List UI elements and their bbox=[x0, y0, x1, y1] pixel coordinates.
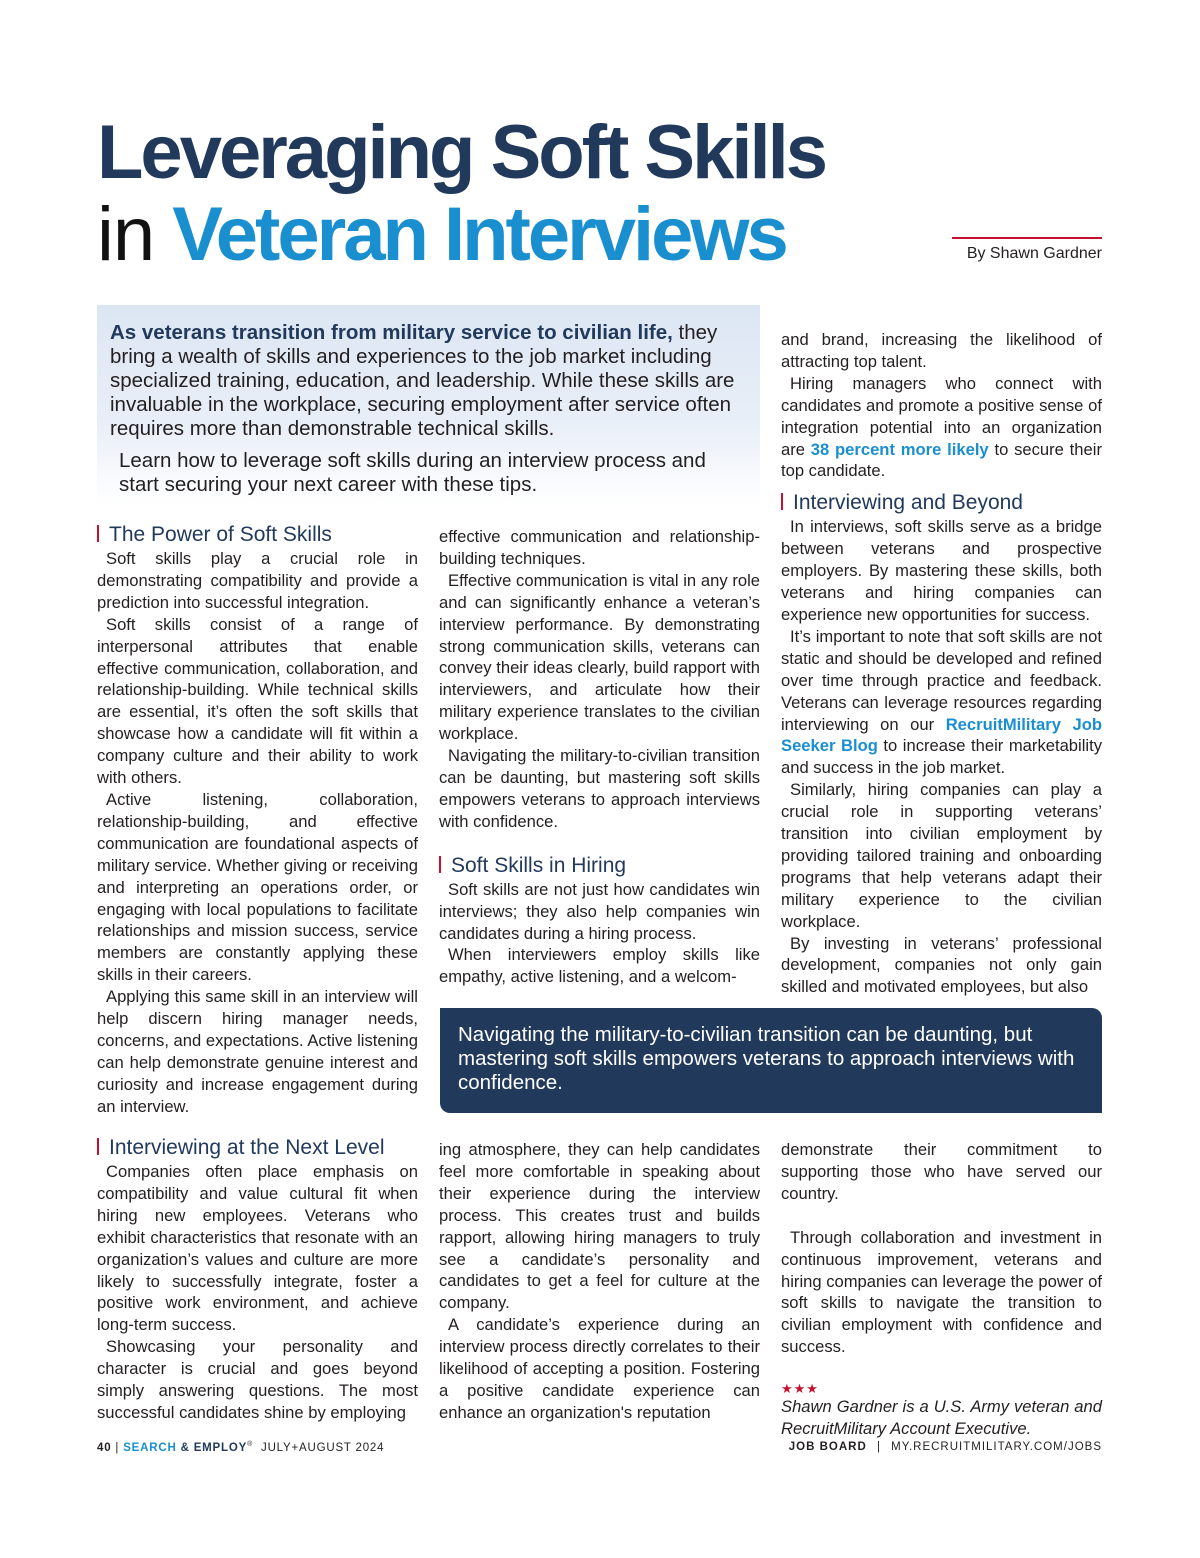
title-in: in bbox=[97, 192, 155, 277]
nextlevel-p2: Showcasing your personality and character is crucial and goes beyond simply answering questions. The most successful candidates shine by employing bbox=[97, 1337, 418, 1422]
column-3-top bbox=[781, 329, 1102, 998]
column-1-bottom bbox=[97, 1135, 418, 1424]
footer-separator: | bbox=[115, 1441, 120, 1454]
power-p6: Effective communication is vital in any role and can significantly enhance a veteran’s interview performance. By demonstrating strong communication skills, veterans can convey their ideas clearly, build rapport with interviewers, and articulate how their military experience translates to the civilian workplace. bbox=[439, 570, 760, 744]
hiring-p2: When interviewers employ skills like empathy, active listening, and a welcom- bbox=[439, 945, 760, 987]
magazine-brand-amp: & bbox=[180, 1441, 190, 1454]
intro-lead: As veterans transition from military service to civilian life, bbox=[110, 321, 673, 344]
footer-section-label: JOB BOARD bbox=[788, 1441, 867, 1453]
power-p4: Applying this same skill in an interview will help discern hiring manager needs, concerns, and expectations. Active listening can help demonstrate genuine interest and curiosity and increase engagement during an interview. bbox=[97, 987, 419, 1116]
page-number: 40 bbox=[97, 1441, 112, 1454]
column-2-bottom bbox=[439, 1139, 760, 1424]
closing-p1: demonstrate their commitment to supporting those who have served our country. bbox=[781, 1140, 1102, 1203]
heading-nextlevel: Interviewing at the Next Level bbox=[97, 1135, 418, 1161]
beyond-p1: In interviews, soft skills serve as a bridge between veterans and prospective employers. By mastering these skills, both veterans and hiring companies can experience new opportunities for success. bbox=[781, 517, 1102, 624]
magazine-brand-employ: EMPLOY bbox=[193, 1441, 248, 1454]
pull-quote-text: Navigating the military-to-civilian transition can be daunting, but mastering soft skills empowers veterans to approach interviews with confidence. bbox=[458, 1023, 1075, 1094]
power-p1: Soft skills play a crucial role in demonstrating compatibility and provide a prediction into successful integration. bbox=[97, 549, 418, 612]
footer-right bbox=[789, 1441, 1102, 1453]
column-1-top bbox=[97, 522, 418, 1118]
footer-separator: | bbox=[876, 1441, 881, 1453]
article-title bbox=[97, 112, 917, 276]
heading-bar bbox=[97, 525, 99, 542]
power-p5: effective communication and relationship-building techniques. bbox=[439, 527, 760, 568]
heading-power: The Power of Soft Skills bbox=[97, 522, 418, 548]
heading-beyond: Interviewing and Beyond bbox=[781, 490, 1102, 516]
footer-left bbox=[97, 1441, 384, 1454]
pull-quote bbox=[440, 1008, 1102, 1113]
footer-url[interactable]: MY.RECRUITMILITARY.COM/JOBS bbox=[891, 1441, 1102, 1453]
heading-bar bbox=[781, 493, 783, 510]
nextlevel-p1: Companies often place emphasis on compatibility and value cultural fit when hiring new employees. Veterans who exhibit characteristics that resonate with an organization’s values and culture are more likely to successfully integrate, foster a positive work environment, and achieve long-term success. bbox=[97, 1162, 418, 1335]
col3-p1: and brand, increasing the likelihood of attracting top talent. bbox=[781, 330, 1102, 371]
blog-link[interactable]: RecruitMilitary Job Seeker Blog bbox=[781, 714, 1102, 756]
intro-box bbox=[97, 305, 760, 505]
intro-rest: they bring a wealth of skills and experiences to the job market including specialized training, education, and leadership. While these skills are invaluable in the workplace, securing employment after service often requires more than demonstrable technical skills. bbox=[110, 321, 735, 440]
magazine-brand-search: SEARCH bbox=[123, 1441, 177, 1454]
registered-mark: ® bbox=[247, 1441, 254, 1448]
column-3-bottom bbox=[781, 1139, 1102, 1440]
nextlevel-p3: ing atmosphere, they can help candidates feel more comfortable in speaking about their experience during the interview process. This creates trust and builds rapport, allowing hiring managers to truly see a candidate’s personality and candidates to get a feel for culture at the company. bbox=[439, 1140, 760, 1313]
power-p7: Navigating the military-to-civilian transition can be daunting, but mastering soft skills empowers veterans to approach interviews with confidence. bbox=[439, 746, 760, 831]
intro-paragraph bbox=[110, 321, 746, 441]
power-p3: Active listening, collaboration, relationship-building, and effective communication are foundational aspects of military service. Whether giving or receiving and interpreting an operations order, or engaging with local populations to facilitate relationships and mission success, service members are constantly applying these skills in their careers. bbox=[97, 789, 418, 985]
closing-p2: Through collaboration and investment in continuous improvement, veterans and hiring companies can leverage the power of soft skills to navigate the transition to civilian employment with confidence and success. bbox=[781, 1227, 1103, 1357]
beyond-p3: Similarly, hiring companies can play a crucial role in supporting veterans’ transition into civilian employment by providing tailored training and onboarding programs that help veterans adapt their military experience to the civilian workplace. bbox=[781, 780, 1102, 931]
col3-p2: Hiring managers who connect with candidates and promote a positive sense of integration potential into an organization are 38 percent more likely to secure their top candidate. bbox=[781, 373, 1102, 481]
title-line-2 bbox=[97, 194, 917, 276]
byline: By Shawn Gardner bbox=[966, 245, 1102, 262]
heading-hiring: Soft Skills in Hiring bbox=[439, 853, 760, 879]
issue-date: JULY+AUGUST 2024 bbox=[261, 1441, 385, 1454]
byline-rule bbox=[952, 237, 1102, 239]
power-p2: Soft skills consist of a range of interpersonal attributes that enable effective communication, collaboration, and relationship-building. While technical skills are essential, it’s often the soft skills that showcase how a candidate will fit within a company culture and their ability to work with others. bbox=[97, 614, 418, 788]
intro-second: Learn how to leverage soft skills during an interview process and start securing your next career with these tips. bbox=[119, 449, 706, 496]
title-highlight: Veteran Interviews bbox=[172, 192, 786, 277]
heading-bar bbox=[439, 856, 441, 873]
author-bio: Shawn Gardner is a U.S. Army veteran and RecruitMilitary Account Executive. bbox=[781, 1397, 1102, 1439]
beyond-p4: By investing in veterans’ professional development, companies not only gain skilled and motivated employees, but also bbox=[781, 933, 1102, 997]
stat-link[interactable]: 38 percent more likely bbox=[810, 439, 989, 459]
nextlevel-p4: A candidate’s experience during an interview process directly correlates to their likelihood of accepting a position. Fostering a positive candidate experience can enhance an organization's reputation bbox=[439, 1315, 760, 1422]
hiring-p1: Soft skills are not just how candidates win interviews; they also help companies win candidates during a hiring process. bbox=[439, 879, 760, 943]
title-line-1: Leveraging Soft Skills bbox=[97, 110, 825, 195]
beyond-p2: It’s important to note that soft skills are not static and should be developed and refined over time through practice and feedback. Veterans can leverage resources regarding interviewing on our RecruitMilitary Job Seeker Blog to increase their marketability and success in the job market. bbox=[781, 626, 1102, 778]
column-2-top bbox=[439, 526, 760, 988]
stars-icon: ★★★ bbox=[781, 1381, 819, 1397]
heading-bar bbox=[97, 1138, 99, 1155]
